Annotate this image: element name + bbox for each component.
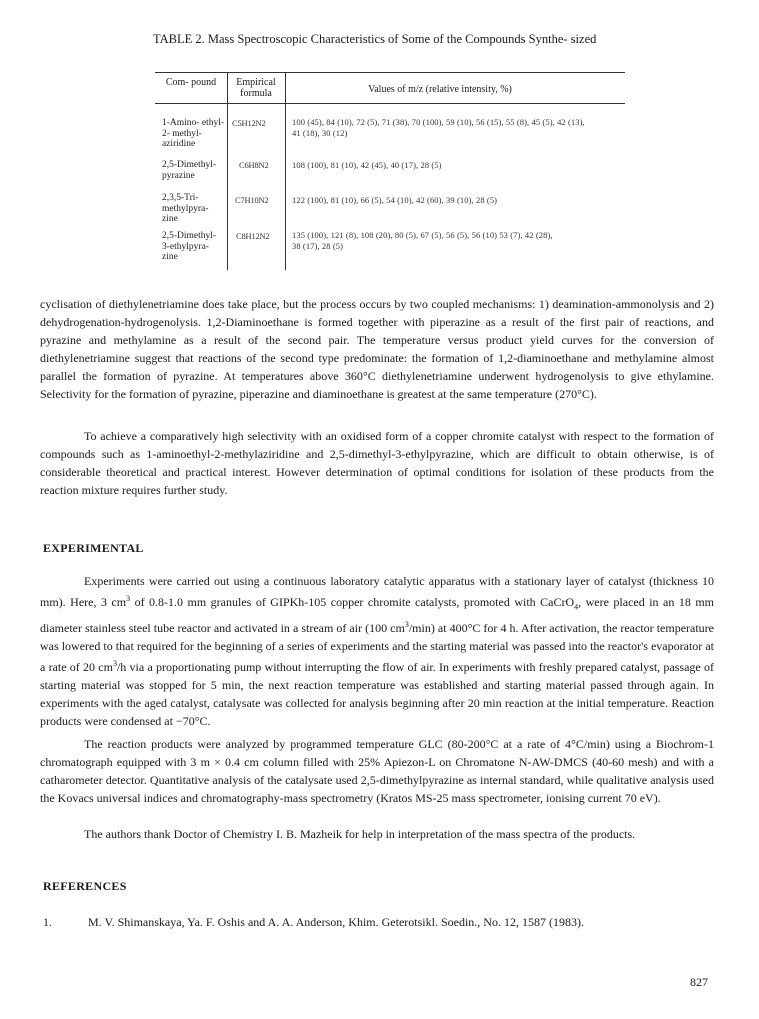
body-paragraph [40,427,714,499]
table-top-rule [155,72,625,73]
row-values: 135 (100), 121 (8), 108 (20), 80 (5), 67 (5), 56 (5), 56 (10) 53 (7), 42 (28), 38 (17), 28 (5) [292,230,553,251]
experimental-paragraph: Experiments were carried out using a continuous laboratory catalytic apparatus with a stationary layer of catalyst (thickness 10 mm). Here, 3 $cm^3$ of 0.8-1.0 mm granules of GIPKh-105 copper chromite catalysts, promoted with CaCrO$_4$, were placed in an 18 mm diameter stainless steel tube reactor and activated in a stream of air (100 $cm^3/\min$) at 400°C for 4 h. After activation, the reactor temperature was lowered to that required for the beginning of a series of experiments and the starting material was passed into the reactor's evaporator at a rate of 20 $cm^3/h$ via a proportionating pump without interrupting the flow of air. In experiments with freshly prepared catalyst, passage of starting material was stopped for 5 min, the next reaction temperature was established and starting material passed through again. In experiments with the aged catalyst, catalysate was collected for analysis beginning after 20 min reaction at the initial temperature. Reaction products were condensed at −70°C. [40,574,715,729]
row-values: 100 (45), 84 (10), 72 (5), 71 (38), 70 (100), 59 (10), 56 (15), 55 (8), 45 (5), 42 (13), 41 (18), 30 (12) [292,117,585,138]
row-formula: C8H12N2 [236,231,270,241]
reference-number: 1. [43,915,52,929]
body-paragraph: cyclisation of diethylenetriamine does take place, but the process occurs by two coupled mechanisms: 1) deamination-ammonolysis and 2) dehydrogenation-hydrogenolysis. 1,2-Diaminoethane is formed together with piperazine as a result of the first pair of reactions, and pyrazine and methylamine as a result of the second pair. The temperature versus product yield curves for the conversion of diethylenetriamine suggest that reactions of the second type predominate: the formation of 1,2-diaminoethane and methylamine almost parallel the formation of pyrazine. At temperatures above 360°C diethylenetriamine underwent hydrogenolysis to give ethylamine. Selectivity for the formation of pyrazine, piperazine and diaminoethane is greatest at the same temperature (270°C). [40,297,714,401]
row-formula: C6H8N2 [239,160,269,170]
section-heading-experimental: EXPERIMENTAL [43,541,144,555]
header-values: Values of m/z (relative intensity, %) [368,84,512,95]
row-compound: 2,5-Dimethyl- 3-ethylpyra- zine [162,231,217,262]
section-heading-references: REFERENCES [43,879,127,893]
header-formula: Empirical formula [236,77,276,99]
row-formula: C5H12N2 [232,118,266,128]
row-compound: 1-Amino- ethyl-2- methyl- aziridine [162,118,225,149]
row-values: 108 (100), 81 (10), 42 (45), 40 (17), 28 (5) [292,160,442,170]
reference-text: M. V. Shimanskaya, Ya. F. Oshis and A. A. Anderson, Khim. Geterotsikl. Soedin., No. 12, 1587 (1983). [88,915,584,929]
row-values: 122 (100), 81 (10), 66 (5), 54 (10), 42 (60), 39 (10), 28 (5) [292,195,498,205]
page-number: 827 [690,975,708,989]
row-compound: 2,3,5-Tri- methylpyra- zine [162,193,209,224]
table-header-rule [155,103,625,104]
table-caption: TABLE 2. Mass Spectroscopic Characteristics of Some of the Compounds Synthe- sized [153,32,597,46]
experimental-paragraph: The reaction products were analyzed by programmed temperature GLC (80-200°C at a rate of 4°C/min) using a Biochrom-1 chromatograph equipped with 3 m × 0.4 cm column filled with 25% Apiezon-L on Chromatone N-AW-DMCS (40-60 mesh) and with a catharometer detector. Quantitative analysis of the catalysate used 2,5-dimethylpyrazine as internal standard, while qualitative analysis used the Kovacs universal indices and chromatography-mass spectrometry (Kratos MS-25 mass spectrometer, ionising current 70 eV). [40,737,714,805]
acknowledgement-paragraph: The authors thank Doctor of Chemistry I. B. Mazheik for help in interpretation of the mass spectra of the products. [84,827,636,841]
row-formula: C7H10N2 [235,195,269,205]
table-column-divider [227,72,228,270]
row-compound: 2,5-Dimethyl- pyrazine [162,160,217,181]
body-paragraph-text: To achieve a comparatively high selectivity with an oxidised form of a copper chromite catalyst with respect to the formation of compounds such as 1-aminoethyl-2-methylaziridine and 2,5-dimethyl-3-ethylpyrazine, which are difficult to obtain otherwise, is of considerable theoretical and practical interest. However determination of optimal conditions for isolation of these products from the reaction mixture requires further study. [40,429,714,497]
header-compound: Com- pound [165,77,217,88]
